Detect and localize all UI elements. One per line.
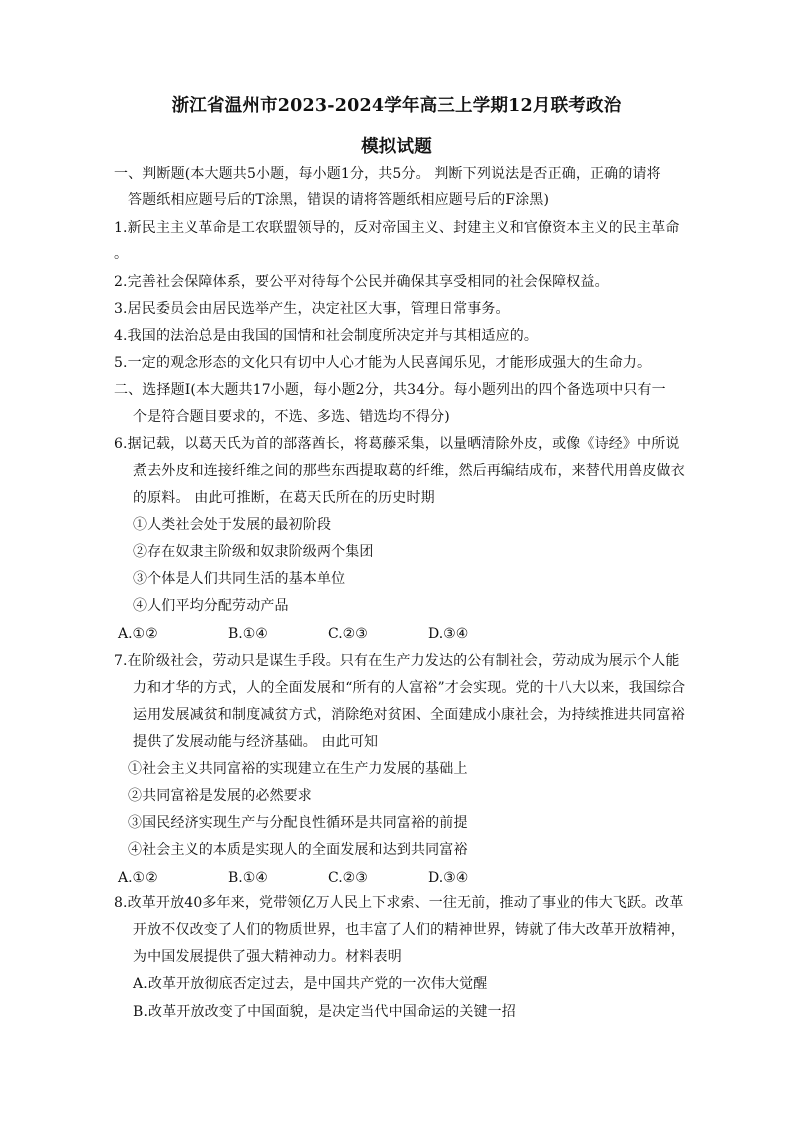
- question-4: 4.我国的法治总是由我国的国情和社会制度所决定并与其相适应的。: [114, 328, 539, 344]
- question-7-statement-1: ①社会主义共同富裕的实现建立在生产力发展的基础上: [128, 761, 468, 777]
- question-6-line3: 的原料。 由此可推断，在葛天氏所在的历史时期: [133, 490, 435, 506]
- question-7-line4: 提供了发展动能与经济基础。 由此可知: [133, 734, 379, 750]
- question-6-line2: 煮去外皮和连接纤维之间的那些东西提取葛的纤维，然后再编结成布，来替代用兽皮做衣: [133, 463, 685, 479]
- question-7-option-c: C.②③: [328, 870, 368, 886]
- question-7-option-d: D.③④: [428, 870, 469, 886]
- document-title-line2: 模拟试题: [361, 137, 432, 157]
- question-6-option-c: C.②③: [328, 626, 368, 642]
- question-1-line1: 1.新民主主义革命是工农联盟领导的，反对帝国主义、封建主义和官僚资本主义的民主革命: [114, 220, 680, 236]
- section1-heading-line2: 答题纸相应题号后的T涂黑，错误的请将答题纸相应题号后的F涂黑): [128, 192, 550, 208]
- section2-heading-line1: 二、选择题Ⅰ(本大题共17小题，每小题2分，共34分。每小题列出的四个备选项中只有一: [114, 382, 666, 398]
- question-3: 3.居民委员会由居民选举产生，决定社区大事，管理日常事务。: [114, 301, 510, 317]
- question-6-statement-3: ③个体是人们共同生活的基本单位: [133, 571, 346, 587]
- question-2: 2.完善社会保障体系，要公平对待每个公民并确保其享受相同的社会保障权益。: [114, 274, 609, 290]
- question-6-statement-4: ④人们平均分配劳动产品: [133, 598, 289, 614]
- document-title-line1: 浙江省温州市2023-2024学年高三上学期12月联考政治: [171, 96, 622, 116]
- question-7-option-b: B.①④: [228, 870, 268, 886]
- section1-heading-line1: 一、判断题(本大题共5小题，每小题1分，共5分。 判断下列说法是否正确，正确的请将: [114, 166, 661, 182]
- question-7-line2: 力和才华的方式，人的全面发展和“所有的人富裕”才会实现。党的十八大以来，我国综合: [133, 680, 686, 696]
- question-8-line2: 开放不仅改变了人们的物质世界，也丰富了人们的精神世界，铸就了伟大改革开放精神，: [133, 922, 685, 938]
- question-8-line3: 为中国发展提供了强大精神动力。材料表明: [133, 949, 402, 965]
- question-6-statement-1: ①人类社会处于发展的最初阶段: [133, 517, 332, 533]
- question-7-statement-4: ④社会主义的本质是实现人的全面发展和达到共同富裕: [128, 842, 468, 858]
- question-6-option-a: A.①②: [118, 626, 158, 642]
- question-6-option-b: B.①④: [228, 626, 268, 642]
- question-7-line1: 7.在阶级社会，劳动只是谋生手段。只有在生产力发达的公有制社会，劳动成为展示个人能: [114, 653, 680, 669]
- question-6-line1: 6.据记载，以葛天氏为首的部落酋长，将葛藤采集，以量晒清除外皮，或像《诗经》中所说: [114, 436, 680, 452]
- question-8-line1: 8.改革开放40多年来，党带领亿万人民上下求索、一往无前，推动了事业的伟大飞跃。改革: [114, 895, 684, 911]
- question-7-statement-3: ③国民经济实现生产与分配良性循环是共同富裕的前提: [128, 815, 468, 831]
- question-6-statement-2: ②存在奴隶主阶级和奴隶阶级两个集团: [133, 544, 374, 560]
- question-6-option-d: D.③④: [428, 626, 469, 642]
- question-7-line3: 运用发展减贫和制度减贫方式，消除绝对贫困、全面建成小康社会，为持续推进共同富裕: [133, 707, 685, 723]
- question-1-line2: 。: [114, 246, 129, 262]
- question-8-option-b: B.改革开放改变了中国面貌，是决定当代中国命运的关键一招: [133, 1004, 516, 1020]
- section2-heading-line2: 个是符合题目要求的，不选、多选、错选均不得分): [133, 409, 450, 425]
- question-5: 5.一定的观念形态的文化只有切中人心才能为人民喜闻乐见，才能形成强大的生命力。: [114, 355, 652, 371]
- question-7-option-a: A.①②: [118, 870, 158, 886]
- question-8-option-a: A.改革开放彻底否定过去，是中国共产党的一次伟大觉醒: [133, 976, 488, 992]
- question-7-statement-2: ②共同富裕是发展的必然要求: [128, 788, 312, 804]
